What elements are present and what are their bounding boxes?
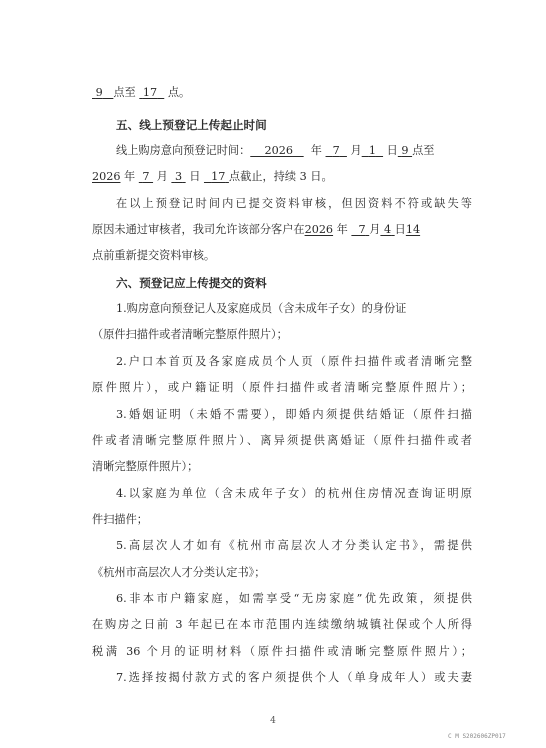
day-blank: 3	[174, 170, 183, 183]
section-5-heading: 五、线上预登记上传起止时间	[116, 118, 267, 132]
text-fragment: 原因未通过审核者，我司允许该部分客户在	[92, 223, 305, 236]
preregistration-end-line	[92, 170, 472, 184]
materials-line: 原件照片），或户籍证明（原件扫描件或者清晰完整原件照片）；	[92, 381, 472, 394]
materials-line: 2.户口本首页及各家庭成员个人页（原件扫描件或者清晰完整	[116, 355, 472, 368]
text-fragment: 日	[386, 144, 398, 157]
preregistration-time-line	[116, 144, 472, 158]
text-fragment: 点。	[167, 86, 191, 99]
hour-blank: 14	[405, 223, 421, 236]
month-blank: 7	[142, 170, 150, 183]
hour-blank: 9	[401, 144, 409, 157]
text-fragment: 日	[189, 170, 201, 183]
materials-line: 3.婚姻证明（未婚不需要），即婚内须提供结婚证（原件扫描	[116, 408, 472, 421]
page-number: 4	[270, 716, 276, 726]
materials-line: 清晰完整原件照片）；	[92, 460, 199, 473]
text-fragment: 点截止，持续 3 日。	[228, 170, 333, 183]
month-blank: 7	[332, 144, 340, 157]
text-fragment: 线上购房意向预登记时间：	[116, 144, 251, 157]
text-fragment: 年	[310, 144, 322, 157]
section-6-heading: 六、预登记应上传提交的资料	[116, 276, 267, 290]
year-blank: 2026	[92, 170, 121, 183]
day-blank: 4	[383, 223, 392, 236]
text-fragment: 月	[350, 144, 362, 157]
day-blank: 1	[368, 144, 376, 157]
text-fragment: 年	[336, 223, 348, 236]
text-fragment: 月	[369, 223, 381, 236]
text-fragment: 年	[124, 170, 136, 183]
text-fragment: 点至	[412, 144, 435, 157]
resubmission-paragraph-line-3: 点前重新提交资料审核。	[92, 249, 216, 262]
end-hour-blank: 17	[142, 86, 158, 99]
start-hour-blank: 9	[95, 86, 103, 99]
month-blank: 7	[358, 223, 366, 236]
materials-line: 6.非本市户籍家庭，如需享受“无房家庭”优先政策，须提供	[116, 592, 472, 605]
materials-line: 5.高层次人才如有《杭州市高层次人才分类认定书》，需提供	[116, 539, 472, 552]
materials-line: 4.以家庭为单位（含未成年子女）的杭州住房情况查询证明原	[116, 487, 472, 500]
year-blank: 2026	[304, 223, 334, 236]
year-blank: 2026	[264, 144, 293, 157]
materials-line: 7.选择按揭付款方式的客户须提供个人（单身成年人）或夫妻	[116, 671, 472, 684]
materials-line: 1.购房意向预登记人及家庭成员（含未成年子女）的身份证	[116, 302, 407, 315]
time-range-continuation	[92, 86, 472, 100]
text-fragment: 月	[156, 170, 168, 183]
materials-line: 在购房之日前 3 年起已在本市范围内连续缴纳城镇社保或个人所得	[92, 618, 472, 631]
text-fragment: 点至	[113, 86, 136, 99]
text-fragment: 日	[394, 223, 406, 236]
materials-line: 《杭州市高层次人才分类认定书》；	[92, 566, 266, 579]
resubmission-paragraph-line-2	[92, 223, 472, 237]
materials-line: 件或者清晰完整原件照片）、离异须提供离婚证（原件扫描件或者	[92, 434, 472, 447]
hour-blank: 17	[211, 170, 226, 183]
resubmission-paragraph-line-1: 在以上预登记时间内已提交资料审核，但因资料不符或缺失等	[116, 197, 472, 210]
materials-line: 件扫描件；	[92, 513, 148, 526]
document-code: C M S202606ZP017	[448, 733, 506, 740]
materials-line: 税满 36 个月的证明材料（原件扫描件或清晰完整原件照片）；	[92, 645, 472, 658]
materials-line: （原件扫描件或者清晰完整原件照片）；	[92, 328, 288, 341]
